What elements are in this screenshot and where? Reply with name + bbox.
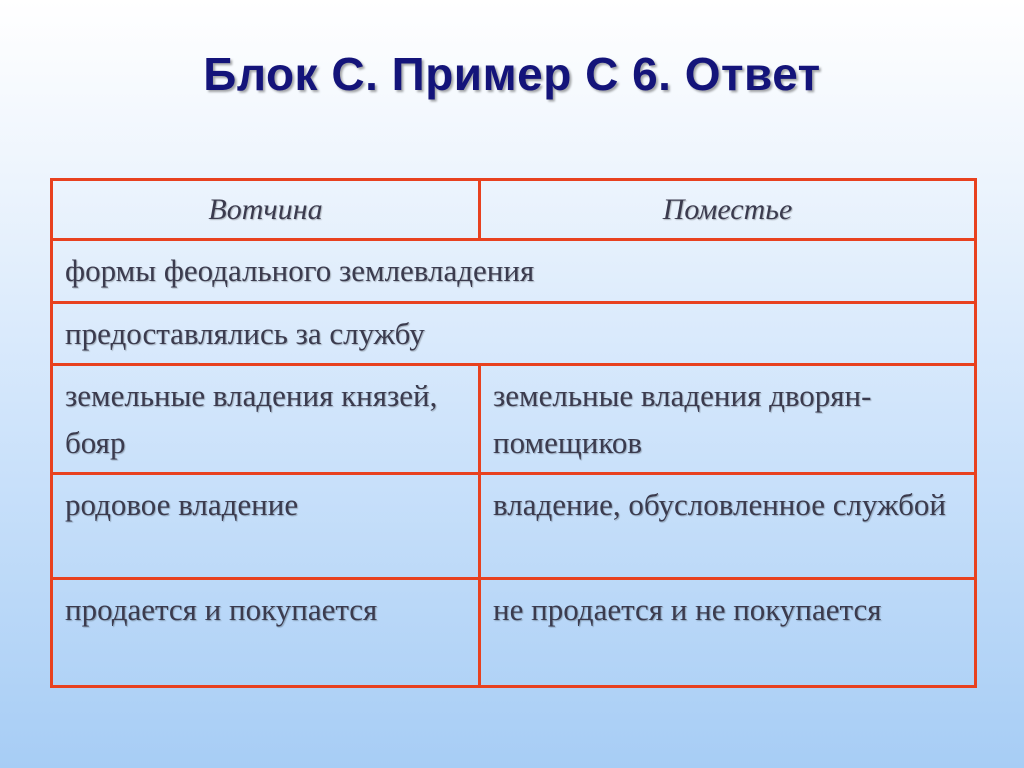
- votchina-cell-owners: земельные владения князей, бояр: [52, 365, 480, 474]
- table-row: [52, 240, 976, 303]
- pomestye-cell-ownership-type: владение, обусловленное службой: [480, 474, 976, 579]
- table-row: [52, 579, 976, 687]
- table-row: [52, 303, 976, 365]
- header-votchina: Вотчина: [52, 180, 480, 240]
- pomestye-cell-owners: земельные владения дворян-помещиков: [480, 365, 976, 474]
- pomestye-cell-sale: не продается и не покупается: [480, 579, 976, 687]
- table-row: [52, 474, 976, 579]
- slide-title: Блок С. Пример С 6. Ответ: [203, 48, 821, 100]
- shared-cell-granted-for-service: предоставлялись за службу: [52, 303, 976, 365]
- shared-cell-land-ownership: формы феодального землевладения: [52, 240, 976, 303]
- votchina-cell-sale: продается и покупается: [52, 579, 480, 687]
- header-pomestye: Поместье: [480, 180, 976, 240]
- table-header-row: [52, 180, 976, 240]
- votchina-cell-ownership-type: родовое владение: [52, 474, 480, 579]
- table-row: [52, 365, 976, 474]
- comparison-table: [50, 178, 977, 688]
